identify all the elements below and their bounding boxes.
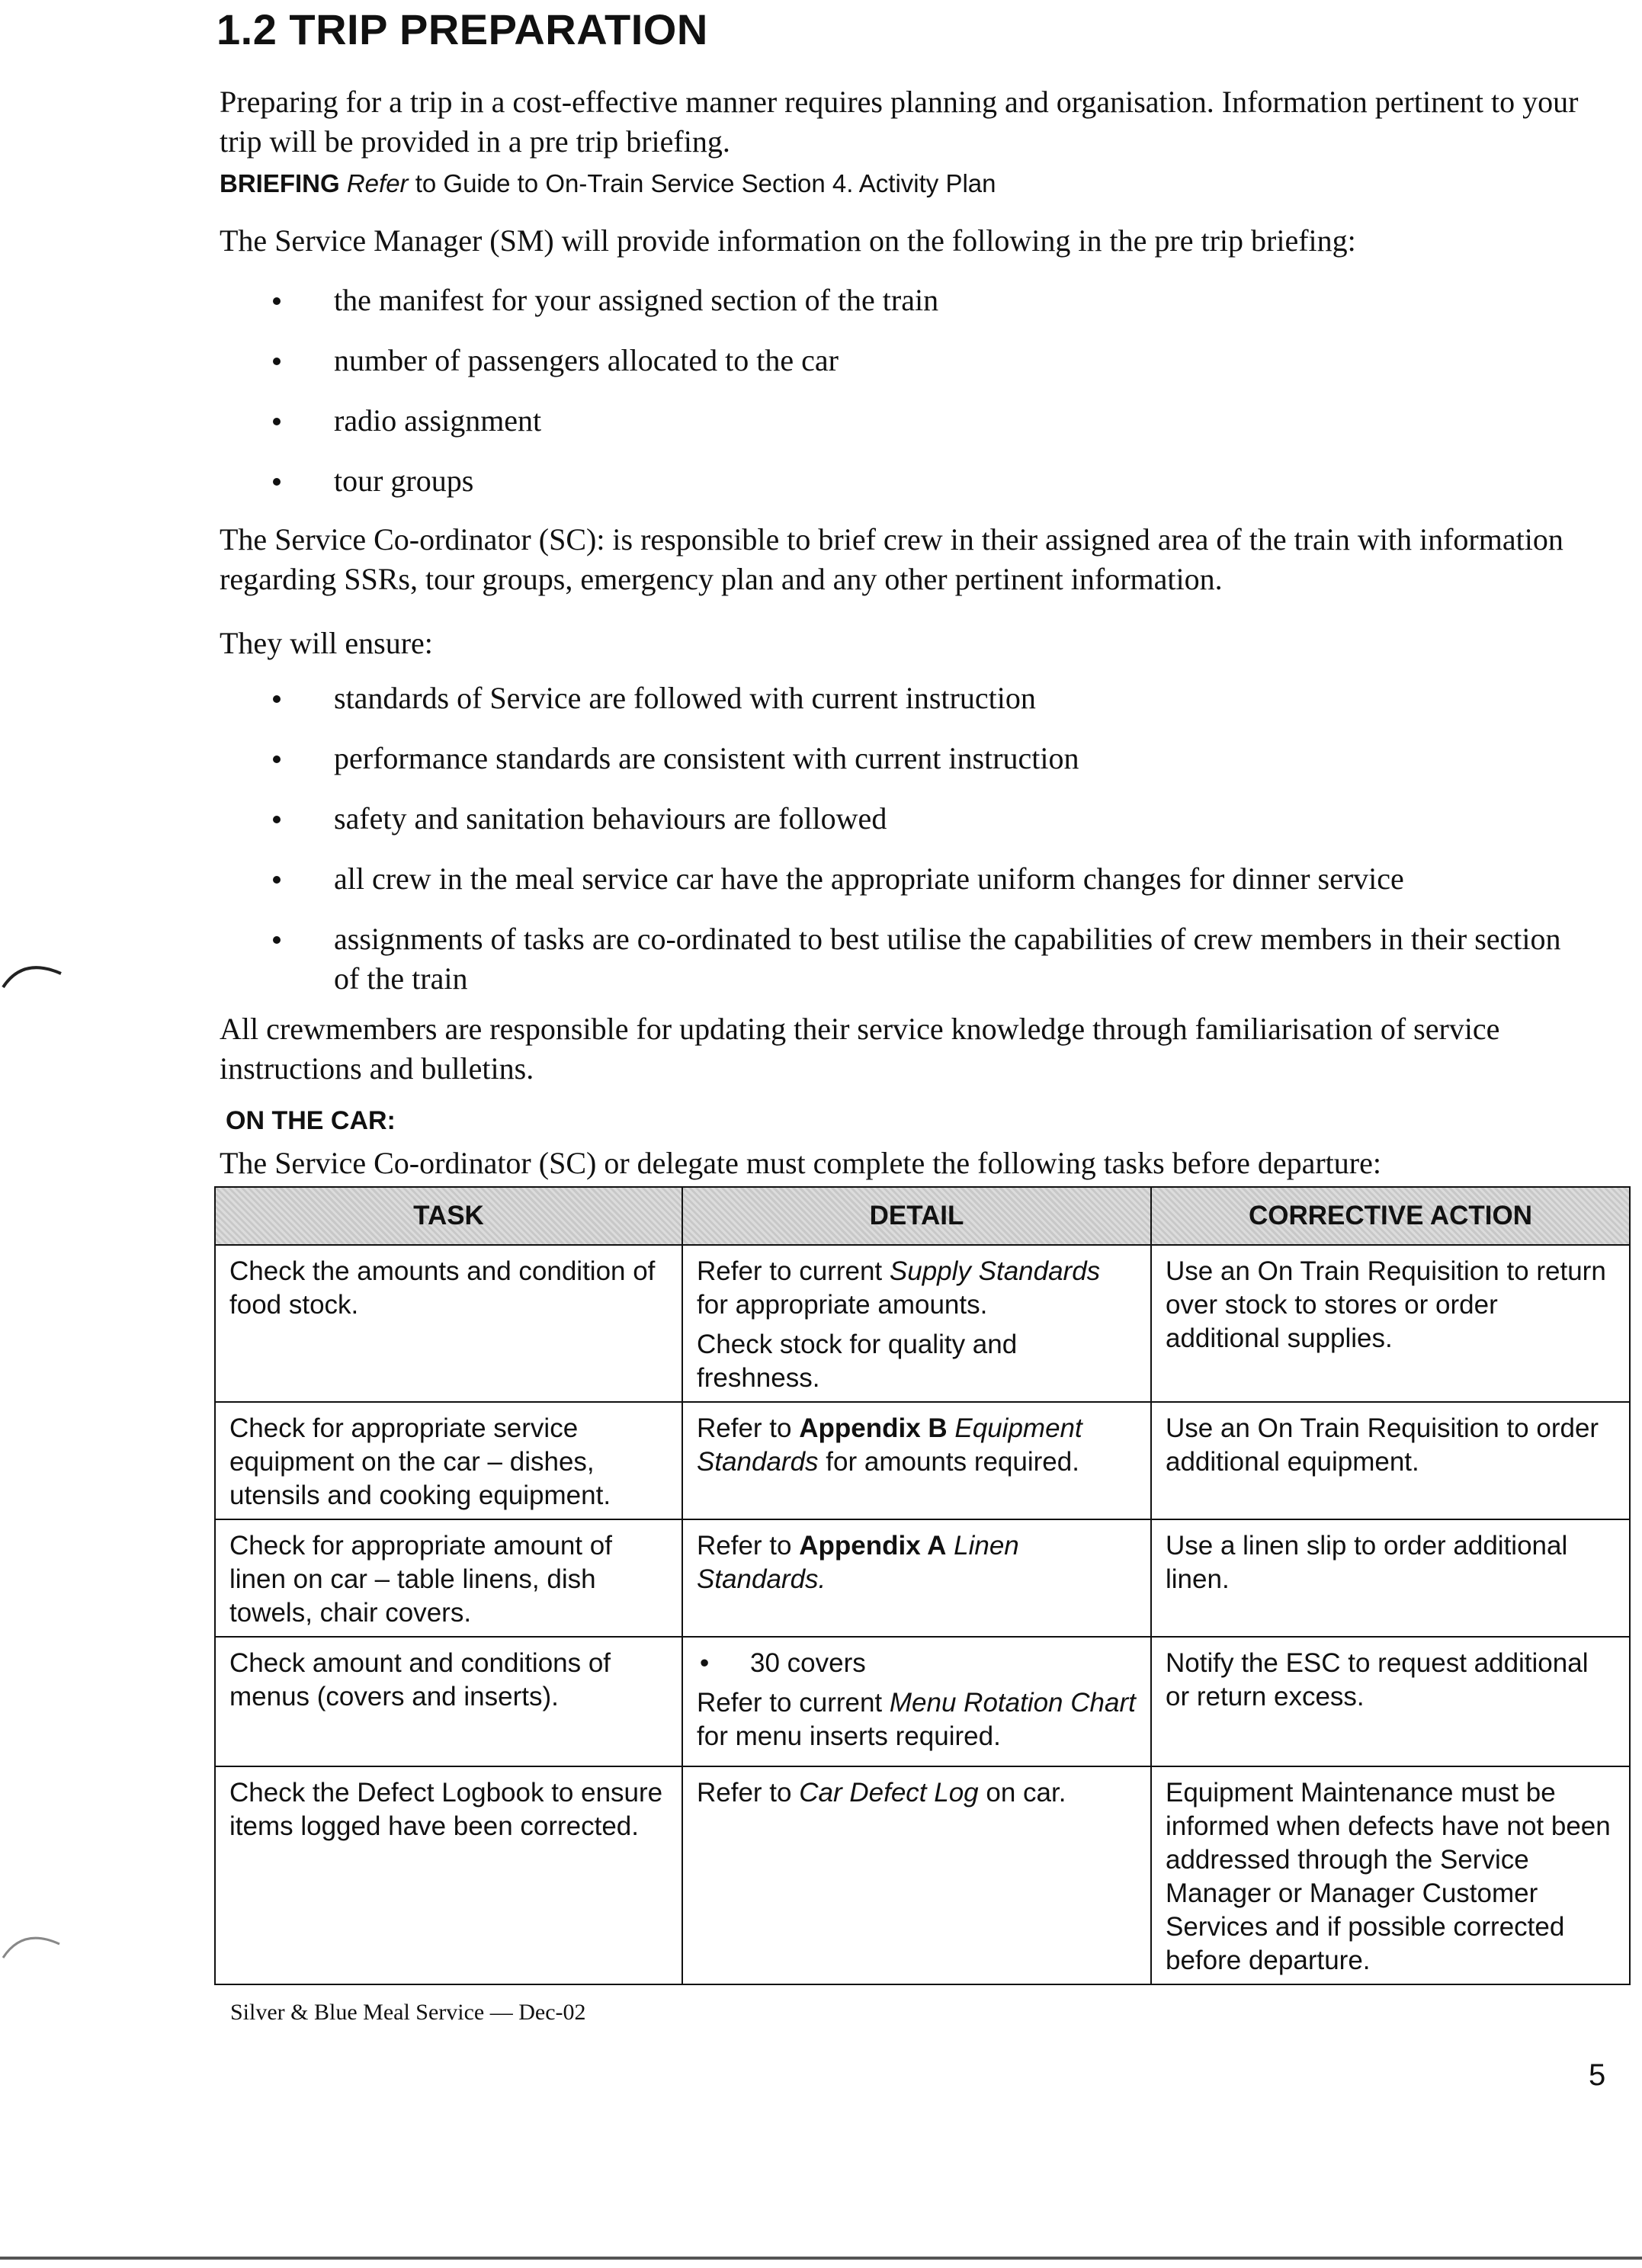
briefing-line <box>220 169 996 198</box>
header-corrective-action: CORRECTIVE ACTION <box>1151 1187 1630 1245</box>
briefing-label: BRIEFING <box>220 169 340 197</box>
task-cell: Check the amounts and condition of food stock. <box>215 1245 682 1402</box>
list-item: safety and sanitation behaviours are followed <box>271 799 1584 839</box>
action-cell: Use an On Train Requisition to order additional equipment. <box>1151 1402 1630 1519</box>
bullet-icon <box>273 478 281 486</box>
page-number: 5 <box>1589 2058 1606 2092</box>
list-item: tour groups <box>271 461 938 501</box>
detail-cell: Refer to Car Defect Log on car. <box>682 1766 1151 1984</box>
crew-paragraph: All crewmembers are responsible for updating their service knowledge through familiarisation of service instructions and bulletins. <box>220 1012 1500 1086</box>
detail-cell: Refer to Appendix B Equipment Standards for amounts required. <box>682 1402 1151 1519</box>
table-row <box>215 1245 1630 1402</box>
page-footer: Silver & Blue Meal Service — Dec-02 <box>230 2000 586 2025</box>
list-item: standards of Service are followed with current instruction <box>271 678 1584 718</box>
detail-cell: Refer to current Supply Standards for appropriate amounts. Check stock for quality and freshness. <box>682 1245 1151 1402</box>
bullet-icon <box>273 755 281 763</box>
bullet-icon <box>273 936 281 944</box>
list-item: all crew in the meal service car have the appropriate uniform changes for dinner service <box>271 859 1584 899</box>
header-detail: DETAIL <box>682 1187 1151 1245</box>
table-row <box>215 1402 1630 1519</box>
detail-cell: Refer to Appendix A Linen Standards. <box>682 1519 1151 1637</box>
bullet-icon <box>273 876 281 884</box>
table-row <box>215 1766 1630 1984</box>
bullet-icon <box>273 358 281 365</box>
list-item: number of passengers allocated to the car <box>271 341 938 380</box>
sc-paragraph: The Service Co-ordinator (SC): is responsible to brief crew in their assigned area of the train with information regarding SSRs, tour groups, emergency plan and any other pertinent information. <box>220 522 1563 596</box>
table-header-row <box>215 1187 1630 1245</box>
task-cell: Check for appropriate service equipment on the car – dishes, utensils and cooking equipment. <box>215 1402 682 1519</box>
table-row <box>215 1519 1630 1637</box>
scan-edge-line <box>0 2257 1642 2260</box>
action-cell: Use an On Train Requisition to return over stock to stores or order additional supplies. <box>1151 1245 1630 1402</box>
bullet-icon <box>273 418 281 425</box>
action-cell: Equipment Maintenance must be informed when defects have not been addressed through the Service Manager or Manager Customer Services and if possible corrected before departure. <box>1151 1766 1630 1984</box>
ensure-list <box>271 678 1584 999</box>
task-cell: Check amount and conditions of menus (covers and inserts). <box>215 1637 682 1766</box>
section-title: 1.2 TRIP PREPARATION <box>216 5 708 53</box>
intro-paragraph: Preparing for a trip in a cost-effective manner requires planning and organisation. Information pertinent to your trip will be provided in a pre trip briefing. <box>220 85 1579 159</box>
header-task: TASK <box>215 1187 682 1245</box>
list-item: assignments of tasks are co-ordinated to best utilise the capabilities of crew members in their section of the train <box>271 919 1584 999</box>
bullet-icon <box>273 816 281 823</box>
list-item: the manifest for your assigned section of the train <box>271 281 938 320</box>
action-cell: Use a linen slip to order additional linen. <box>1151 1519 1630 1637</box>
list-item: radio assignment <box>271 401 938 441</box>
briefing-refer: Refer <box>346 169 409 197</box>
sm-list <box>271 281 938 501</box>
action-cell: Notify the ESC to request additional or return excess. <box>1151 1637 1630 1766</box>
bullet-icon <box>273 695 281 703</box>
detail-cell: • 30 covers Refer to current Menu Rotation Chart for menu inserts required. <box>682 1637 1151 1766</box>
table-row <box>215 1637 1630 1766</box>
ensure-intro: They will ensure: <box>220 626 433 660</box>
task-cell: Check for appropriate amount of linen on car – table linens, dish towels, chair covers. <box>215 1519 682 1637</box>
briefing-text: to Guide to On-Train Service Section 4. Activity Plan <box>408 169 996 197</box>
scan-mark-icon <box>0 949 76 995</box>
on-car-heading: ON THE CAR: <box>226 1106 396 1135</box>
on-car-intro: The Service Co-ordinator (SC) or delegate must complete the following tasks before departure: <box>220 1146 1381 1180</box>
sm-intro: The Service Manager (SM) will provide information on the following in the pre trip briefing: <box>220 223 1356 258</box>
list-item: performance standards are consistent with current instruction <box>271 739 1584 778</box>
bullet-icon <box>273 297 281 305</box>
task-cell: Check the Defect Logbook to ensure items logged have been corrected. <box>215 1766 682 1984</box>
task-table <box>214 1186 1631 1985</box>
scan-mark-icon <box>0 1921 76 1967</box>
